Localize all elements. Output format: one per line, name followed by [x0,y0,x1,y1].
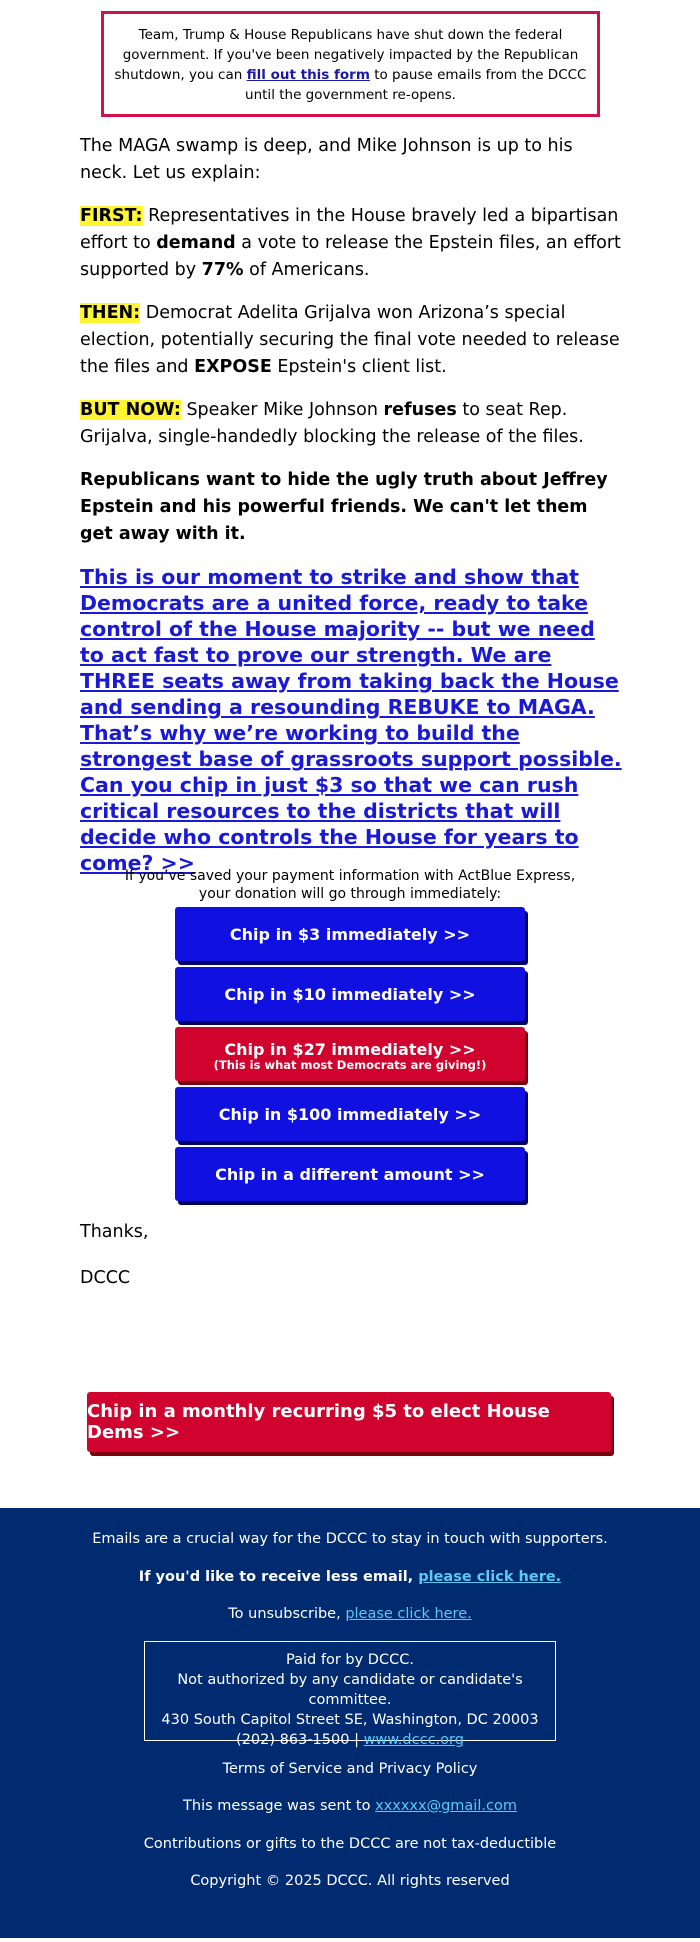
notice-text: Team, Trump & House Republicans have shut down the federal government. If you've been negatively impacted by the Republican shutdown, you can [114,27,579,83]
sent-to-line [0,1798,700,1814]
then-paragraph [80,300,625,381]
text: Epstein's client list. [271,357,447,377]
text: demand [156,233,236,253]
monthly-recurring-button[interactable]: Chip in a monthly recurring $5 to elect House Dems >> [87,1392,611,1452]
copyright: Copyright © 2025 DCCC. All rights reserved [190,1873,510,1889]
text: a vote to release the Epstein files, an effort supported by [80,233,621,280]
intro-paragraph: The MAGA swamp is deep, and Mike Johnson is up to his neck. Let us explain: [80,136,573,183]
now-paragraph [80,397,625,451]
then-label: THEN: [80,303,141,323]
notice-text-end: to pause emails from the DCCC until the government re-opens. [245,67,587,103]
chip-in-100-button[interactable] [175,1087,525,1141]
button-label: Chip in a different amount >> [215,1164,485,1184]
text: Paid for by DCCC. [286,1652,414,1668]
terms-link[interactable]: Terms of Service and Privacy Policy [222,1761,478,1777]
footer [0,1508,700,1938]
less-email-link[interactable]: please click here. [418,1569,562,1585]
text: 77% [201,260,244,280]
chip-in-27-button[interactable] [175,1027,525,1081]
button-label: Chip in $10 immediately >> [224,984,476,1004]
text: of Americans. [243,260,370,280]
pause-emails-form-link[interactable]: fill out this form [246,67,370,83]
signature: DCCC [80,1268,131,1288]
email-body [80,133,625,876]
text: If you'd like to receive less email, [138,1569,419,1585]
first-label: FIRST: [80,206,143,226]
button-label: Chip in $3 immediately >> [229,924,471,944]
button-label: Chip in $27 immediately >> [224,1039,476,1059]
shutdown-notice [101,11,600,117]
first-paragraph [80,203,625,284]
button-label: Chip in $100 immediately >> [218,1104,482,1124]
text: to seat Rep. Grijalva, single-handedly blocking the release of the files. [80,400,584,447]
chip-in-10-button[interactable] [175,967,525,1021]
button-sublabel: (This is what most Democrats are giving!) [213,1057,487,1072]
text: EXPOSE [194,357,272,377]
website-link[interactable]: www.dccc.org [363,1732,464,1748]
unsubscribe-line [0,1606,700,1622]
recipient-email-link[interactable]: xxxxxx@gmail.com [375,1798,517,1814]
actblue-express-note [100,867,600,903]
phone: (202) 863-1500 | [236,1732,364,1748]
text: This message was sent to [183,1798,376,1814]
note-line: your donation will go through immediately: [198,886,502,902]
paid-for-box [144,1641,556,1748]
now-label: BUT NOW: [80,400,181,420]
chip-in-other-button[interactable] [175,1147,525,1201]
chip-in-3-button[interactable] [175,907,525,961]
less-email-line [0,1569,700,1585]
text: Representatives in the House bravely led a bipartisan effort to [80,206,619,253]
crucial-text: Emails are a crucial way for the DCCC to stay in touch with supporters. [92,1531,608,1547]
text: refuses [383,400,457,420]
tax-note: Contributions or gifts to the DCCC are not tax-deductible [143,1836,557,1852]
donate-appeal-link[interactable]: This is our moment to strike and show that Democrats are a united force, ready to take control of the House majority -- but we need to act fast to prove our strength. We are THREE seats away from taking back the House and sending a resounding REBUKE to MAGA. That’s why we’re working to build the strongest base of grassroots support possible. Can you chip in just $3 so that we can rush critical resources to the districts that will decide who controls the House for years to come? >> [80,565,622,875]
thanks-text: Thanks, [80,1222,149,1242]
text: Speaker Mike Johnson [180,400,384,420]
bold-paragraph: Republicans want to hide the ugly truth about Jeffrey Epstein and his powerful friends. We can't let them get away with it. [80,470,608,544]
text: Not authorized by any candidate or candidate's committee. [177,1672,523,1708]
text: 430 South Capitol Street SE, Washington, DC 20003 [161,1712,539,1728]
text: To unsubscribe, [228,1606,346,1622]
text: Democrat Adelita Grijalva won Arizona’s special election, potentially securing the final vote needed to release the files and [80,303,620,377]
note-line: If you’ve saved your payment information with ActBlue Express, [124,868,576,884]
unsubscribe-link[interactable]: please click here. [345,1606,472,1622]
contact-line [145,1730,555,1750]
